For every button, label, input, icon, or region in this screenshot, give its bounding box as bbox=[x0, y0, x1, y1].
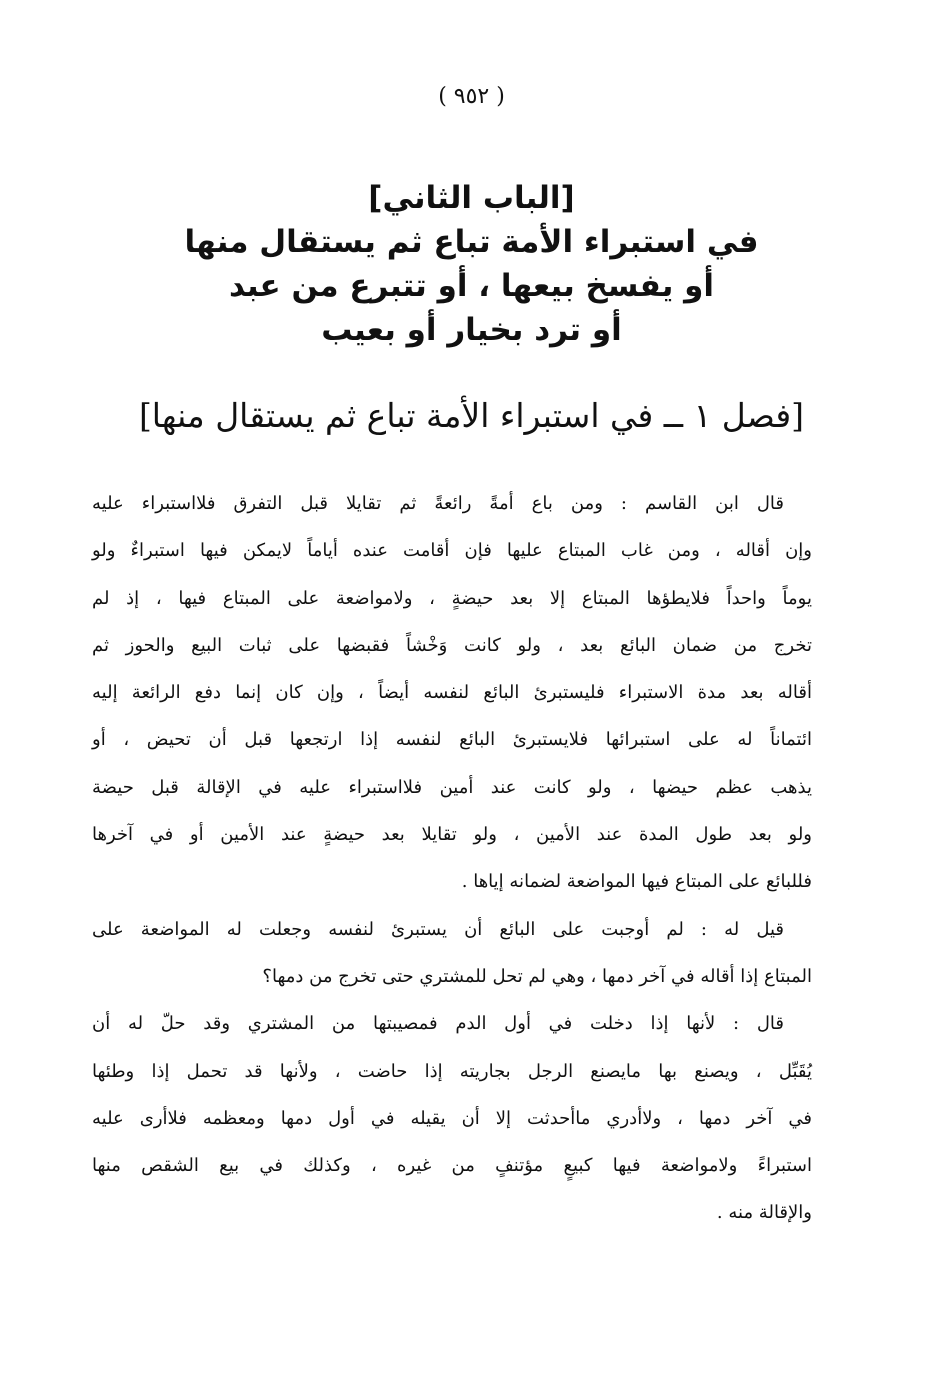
text-line: ائتماناً له على استبرائها فلايستبرئ البائع لنفسه إذا ارتجعها قبل أن تحيض ، أو bbox=[92, 729, 812, 751]
text-line: استبراءً ولامواضعة فيها كبيعٍ مؤتنفٍ من غيره ، وكذلك في بيع الشقص منها bbox=[92, 1155, 812, 1177]
text-line: قال ابن القاسم : ومن باع أمةً رائعةً ثم تقايلا قبل التفرق فلااستبراء عليه bbox=[92, 493, 784, 514]
text-line: يُقَبِّل ، ويصنع بها مايصنع الرجل بجاريته إذا حاضت ، ولأنها قد تحمل إذا وطئها bbox=[92, 1060, 812, 1082]
text-line: تخرج من ضمان البائع بعد ، ولو كانت وَخْشاً فقبضها على ثبات البيع والحوز ثم bbox=[92, 634, 812, 656]
text-line: والإقالة منه . bbox=[716, 1202, 812, 1224]
text-line: يوماً واحداً فلايطؤها المبتاع إلا بعد حيضةٍ ، ولامواضعة على المبتاع فيها ، إذ لم bbox=[92, 587, 812, 609]
text-line: قيل له : لم أوجبت على البائع أن يستبرئ لنفسه وجعلت له المواضعة على bbox=[92, 918, 784, 940]
text-line: في آخر دمها ، ولاأدري ماأحدثت إلا أن يقيله في أول دمها ومعظمه فلاأرى عليه bbox=[92, 1107, 812, 1129]
text-line: قال : لأنها إذا دخلت في أول الدم فمصيبتها من المشتري وقد حلّ له أن bbox=[92, 1013, 784, 1035]
section-title: [فصل ١ ــ في استبراء الأمة تباع ثم يستقال منها] bbox=[138, 396, 805, 435]
text-line: المبتاع إذا أقاله في آخر دمها ، وهي لم تحل للمشتري حتى تخرج من دمها؟ bbox=[262, 965, 812, 987]
paragraph-2 bbox=[92, 906, 812, 1001]
text-line: يذهب عظم حيضها ، ولو كانت عند أمين فلااستبراء عليه في الإقالة قبل حيضة bbox=[92, 776, 812, 798]
text-line: أقاله بعد مدة الاستبراء فليستبرئ البائع لنفسه أيضاً ، وإن كان إنما دفع الرائعة إليه bbox=[92, 682, 812, 704]
text-line: وإن أقاله ، ومن غاب المبتاع عليها فإن أقامت عنده أياماً لايمكن فيها استبراءٌ ولو bbox=[92, 540, 812, 562]
text-line: فللبائع على المبتاع فيها المواضعة لضمانه إياها . bbox=[461, 871, 812, 893]
chapter-heading bbox=[120, 176, 823, 352]
chapter-title-line-3: أو ترد بخيار أو بعيب bbox=[321, 312, 622, 348]
chapter-title-line-1: في استبراء الأمة تباع ثم يستقال منها bbox=[184, 224, 759, 260]
page-number: ( ٩٥٢ ) bbox=[438, 84, 505, 109]
text-line: ولو بعد طول المدة عند الأمين ، ولو تقايلا بعد حيضةٍ عند الأمين أو في آخرها bbox=[92, 824, 812, 846]
body-text bbox=[92, 480, 812, 1237]
chapter-label: [الباب الثاني] bbox=[368, 180, 575, 216]
chapter-title-line-2: أو يفسخ بيعها ، أو تتبرع من عبد bbox=[228, 268, 715, 304]
paragraph-1 bbox=[92, 480, 812, 906]
paragraph-3 bbox=[92, 1000, 812, 1236]
